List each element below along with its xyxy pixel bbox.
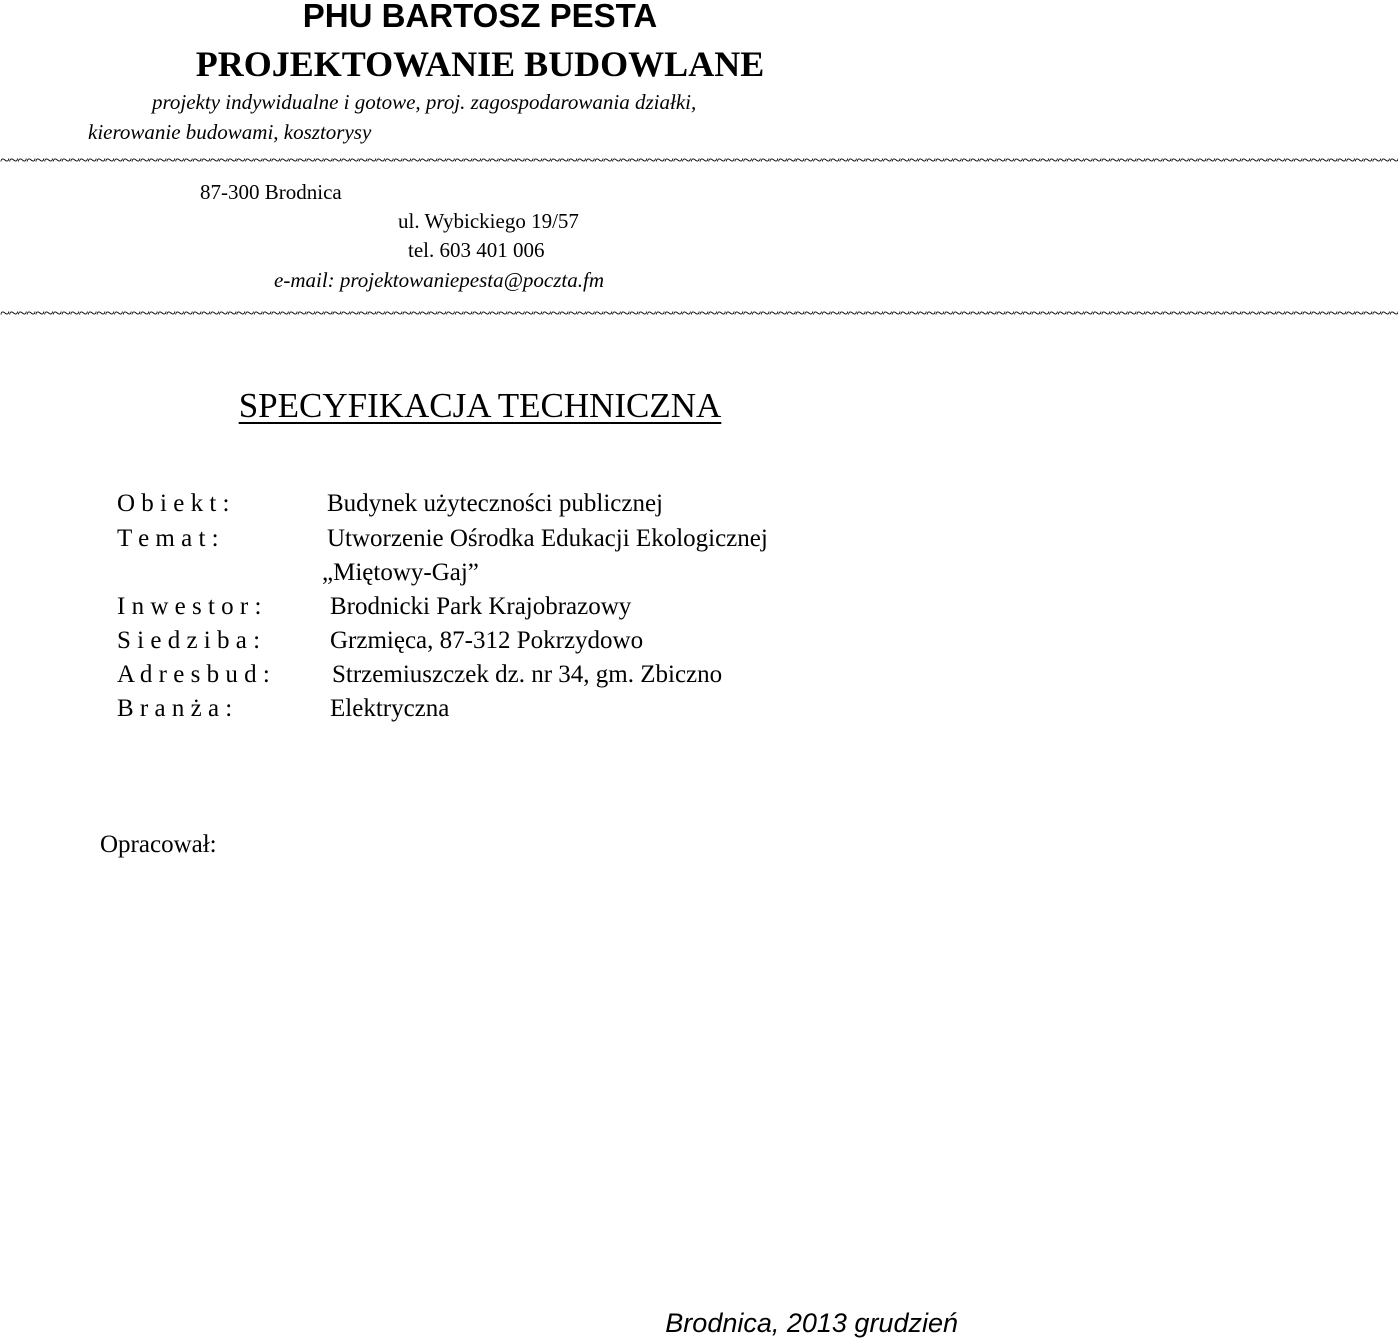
seat-label: S i e d z i b a : — [117, 627, 261, 654]
document-title: SPECYFIKACJA TECHNICZNA — [238, 386, 722, 425]
contact-city: 87-300 Brodnica — [200, 180, 342, 204]
services-line-2: kierowanie budowami, kosztorysy — [88, 120, 372, 144]
topic-value-line-1: Utworzenie Ośrodka Edukacji Ekologicznej — [327, 525, 768, 552]
address-label: A d r e s b u d : — [117, 661, 270, 688]
object-value: Budynek użyteczności publicznej — [327, 490, 663, 517]
services-line-1: projekty indywidualne i gotowe, proj. zagospodarowania działki, — [152, 90, 697, 114]
company-profession: PROJEKTOWANIE BUDOWLANE — [195, 44, 765, 84]
topic-label: T e m a t : — [117, 525, 219, 552]
place-and-date: Brodnica, 2013 grudzień — [665, 1308, 958, 1338]
object-label: O b i e k t : — [117, 490, 230, 517]
header-divider-bottom: ~~~~~~~~~~~~~~~~~~~~~~~~~~~~~~~~~~~~~~~~~~~~~~~~~~~~~~~~~~~~~~~~~~~~~~~~~~~~~~~~~~~~~~~~~~~~~~~~~~~~~~~~~~~~~~~~~~~~~~~~~~~~~~~~~~~~~~~~~~~~~~~~~~~~~~~~~~~~~~~~ — [0, 303, 1398, 323]
topic-value-line-2: „Miętowy-Gaj” — [322, 559, 479, 586]
contact-phone: tel. 603 401 006 — [408, 238, 545, 262]
investor-label: I n w e s t o r : — [117, 593, 262, 620]
investor-value: Brodnicki Park Krajobrazowy — [330, 593, 632, 620]
seat-value: Grzmięca, 87-312 Pokrzydowo — [330, 627, 644, 654]
branch-value: Elektryczna — [330, 695, 450, 722]
author-label: Opracował: — [100, 831, 217, 858]
branch-label: B r a n ż a : — [117, 695, 233, 722]
company-name: PHU BARTOSZ PESTA — [302, 0, 658, 34]
contact-street: ul. Wybickiego 19/57 — [398, 209, 579, 233]
header-divider-top: ~~~~~~~~~~~~~~~~~~~~~~~~~~~~~~~~~~~~~~~~~~~~~~~~~~~~~~~~~~~~~~~~~~~~~~~~~~~~~~~~~~~~~~~~~~~~~~~~~~~~~~~~~~~~~~~~~~~~~~~~~~~~~~~~~~~~~~~~~~~~~~~~~~~~~~~~~~~~~~~~ — [0, 150, 1398, 170]
contact-email: e-mail: projektowaniepesta@poczta.fm — [274, 268, 604, 292]
address-value: Strzemiuszczek dz. nr 34, gm. Zbiczno — [332, 661, 723, 688]
